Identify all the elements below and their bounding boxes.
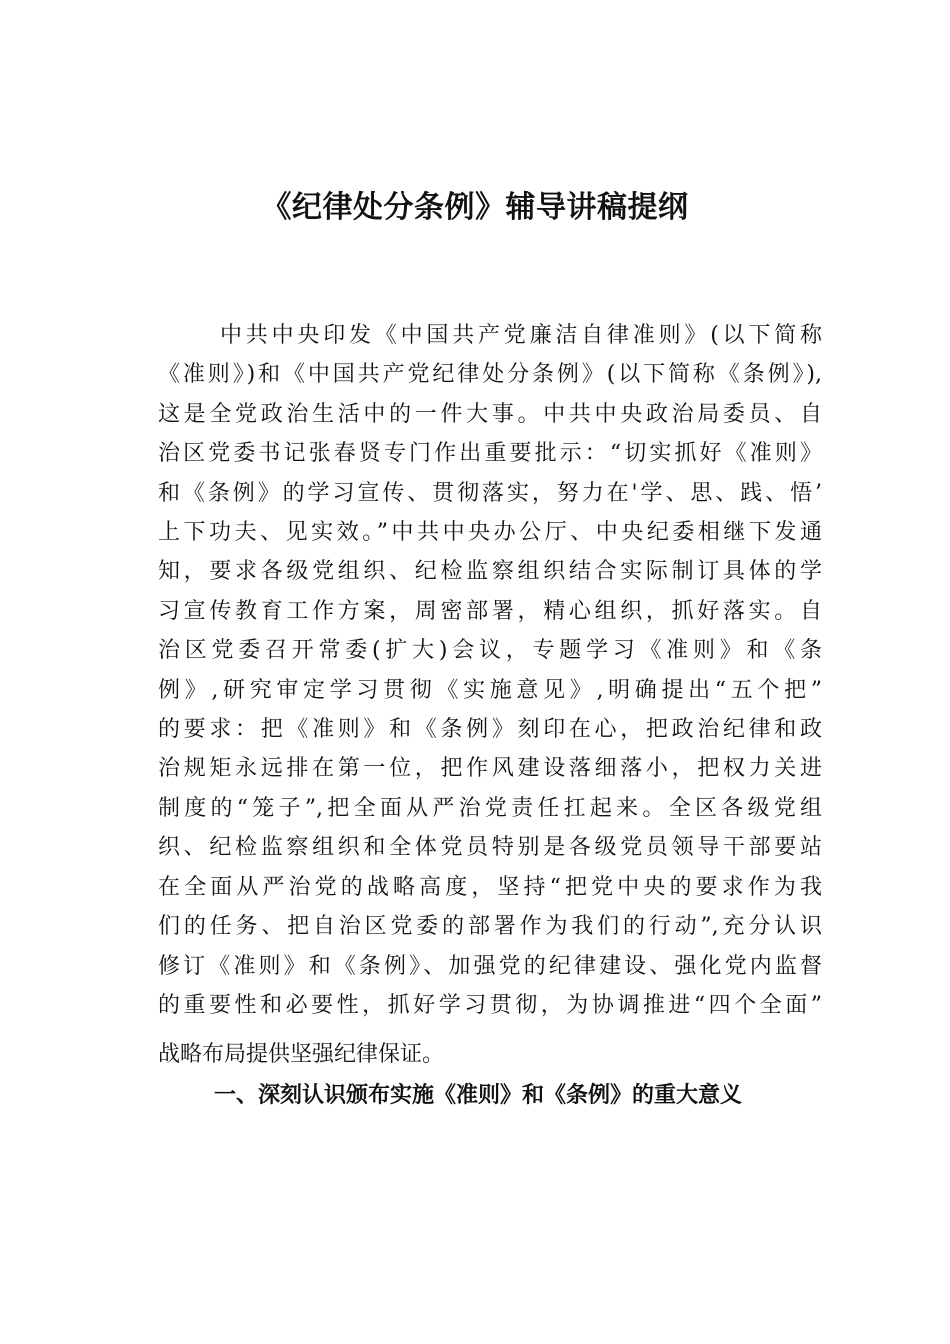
paragraph-line: 《准则》)和《中国共产党纪律处分条例》(以下简称《条例》), <box>158 362 822 388</box>
paragraph-line: 们的任务、把自治区党委的部署作为我们的行动”,充分认识 <box>158 914 822 940</box>
paragraph-line: 例》,研究审定学习贯彻《实施意见》,明确提出“五个把” <box>158 677 822 703</box>
paragraph-line: 在全面从严治党的战略高度，坚持“把党中央的要求作为我 <box>158 874 822 900</box>
paragraph-line: 制度的“笼子”,把全面从严治党责任扛起来。全区各级党组 <box>158 795 822 821</box>
paragraph-line: 治规矩永远排在第一位，把作风建设落细落小，把权力关进 <box>158 756 822 782</box>
paragraph-line: 上下功夫、见实效。”中共中央办公厅、中央纪委相继下发通 <box>158 520 822 546</box>
paragraph-line: 治区党委书记张春贤专门作出重要批示：“切实抓好《准则》 <box>158 441 822 467</box>
paragraph-line: 修订《准则》和《条例》、加强党的纪律建设、强化党内监督 <box>158 953 822 979</box>
paragraph-line: 中共中央印发《中国共产党廉洁自律准则》(以下简称 <box>220 323 822 348</box>
paragraph-line: 治区党委召开常委(扩大)会议，专题学习《准则》和《条 <box>158 638 822 664</box>
paragraph-line: 这是全党政治生活中的一件大事。中共中央政治局委员、自 <box>158 401 822 427</box>
paragraph-line: 的要求：把《准则》和《条例》刻印在心，把政治纪律和政 <box>158 717 822 743</box>
document-title: 《纪律处分条例》辅导讲稿提纲 <box>261 190 689 225</box>
intro-paragraph <box>158 316 822 1075</box>
paragraph-line: 战略布局提供坚强纪律保证。 <box>158 1042 445 1068</box>
paragraph-line: 织、纪检监察组织和全体党员特别是各级党员领导干部要站 <box>158 835 822 861</box>
paragraph-line: 的重要性和必要性，抓好学习贯彻，为协调推进“四个全面” <box>158 992 822 1018</box>
section-heading: 一、深刻认识颁布实施《准则》和《条例》的重大意义 <box>214 1083 743 1108</box>
paragraph-line: 和《条例》的学习宣传、贯彻落实，努力在'学、思、践、悟’ <box>158 480 822 506</box>
paragraph-line: 知，要求各级党组织、纪检监察组织结合实际制订具体的学 <box>158 559 822 585</box>
paragraph-line: 习宣传教育工作方案，周密部署，精心组织，抓好落实。自 <box>158 598 822 624</box>
